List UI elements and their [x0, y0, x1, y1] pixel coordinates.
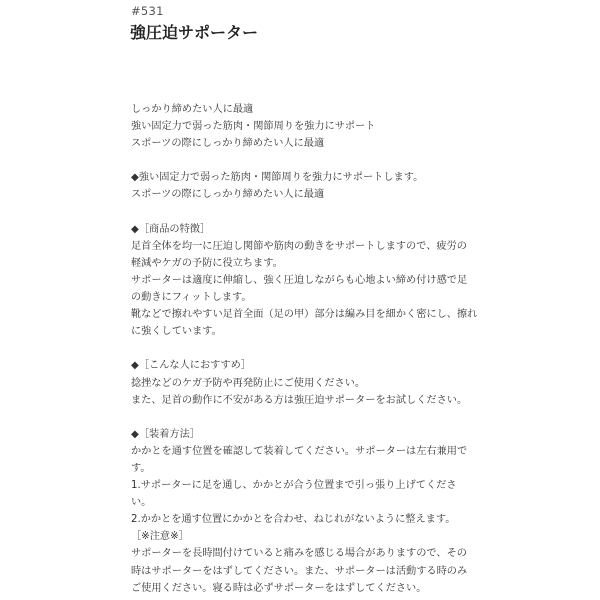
- features-line: サポーターは適度に伸縮し、強く圧迫しながらも心地よい締め付け感で足: [131, 274, 468, 286]
- summary-line: スポーツの際にしっかり締めたい人に最適: [131, 189, 325, 201]
- features-line: 靴などで擦れやすい足首全面（足の甲）部分は編み目を細かく密にし、擦れ: [131, 309, 478, 321]
- features-section: [131, 221, 478, 341]
- features-line: に強くしています。: [131, 326, 222, 338]
- usage-line: かかとを通す位置を確認して装着してください。サポーターは左右兼用で: [131, 445, 468, 457]
- summary-line: ◆強い固定力で弱った筋肉・関節周りを強力にサポートします。: [131, 172, 424, 184]
- usage-section: [131, 426, 471, 529]
- summary-section: [131, 169, 471, 203]
- section-heading-recommend: ◆［こんな人におすすめ］: [131, 360, 251, 372]
- recommend-section: [131, 357, 471, 408]
- intro-line: 強い固定力で弱った筋肉・関節周りを強力にサポート: [131, 121, 376, 133]
- caution-line: 時はサポーターをはずしてください。また、サポーターは活動する時のみ: [131, 565, 468, 577]
- usage-line: い。: [131, 497, 152, 509]
- intro-line: しっかり締めたい人に最適: [131, 104, 254, 115]
- caution-line: ご使用ください。寝る時は必ずサポーターをはずしてください。: [131, 582, 427, 594]
- features-line: 足首全体を均一に圧迫し関節や筋肉の動きをサポートしますので、疲労の: [131, 240, 467, 252]
- features-line: 軽減やケガの予防に役立ちます。: [131, 257, 283, 269]
- intro-line: スポーツの際にしっかり締めたい人に最適: [131, 138, 325, 150]
- features-line: の動きにフィットします。: [131, 292, 252, 304]
- product-title: 強圧迫サポーター: [130, 23, 259, 42]
- recommend-line: 捻挫などのケガ予防や再発防止にご使用ください。: [131, 377, 366, 389]
- caution-line: サポーターを長時間付けていると痛みを感じる場合がありますので、その: [131, 548, 467, 560]
- usage-line: す。: [131, 462, 151, 474]
- usage-line: 1.サポーターに足を通し、かかとが合う位置まで引っ張り上げてくださ: [131, 480, 457, 492]
- section-heading-usage: ◆［装着方法］: [131, 428, 200, 440]
- recommend-line: また、足首の動作に不安がある方は強圧迫サポーターをお試しください。: [131, 394, 468, 406]
- usage-line: 2.かかとを通す位置にかかとを合わせ、ねじれがないように整えます。: [131, 514, 456, 526]
- spacer: [131, 152, 471, 169]
- caution-section: [131, 528, 471, 596]
- spacer: [131, 340, 471, 357]
- section-heading-caution: ［※注意※］: [131, 531, 189, 543]
- intro-section: [131, 101, 471, 152]
- spacer: [131, 204, 471, 221]
- product-number: #531: [131, 4, 164, 18]
- section-heading-features: ◆［商品の特徴］: [131, 223, 211, 235]
- spacer: [131, 409, 471, 426]
- description-body: [131, 101, 478, 597]
